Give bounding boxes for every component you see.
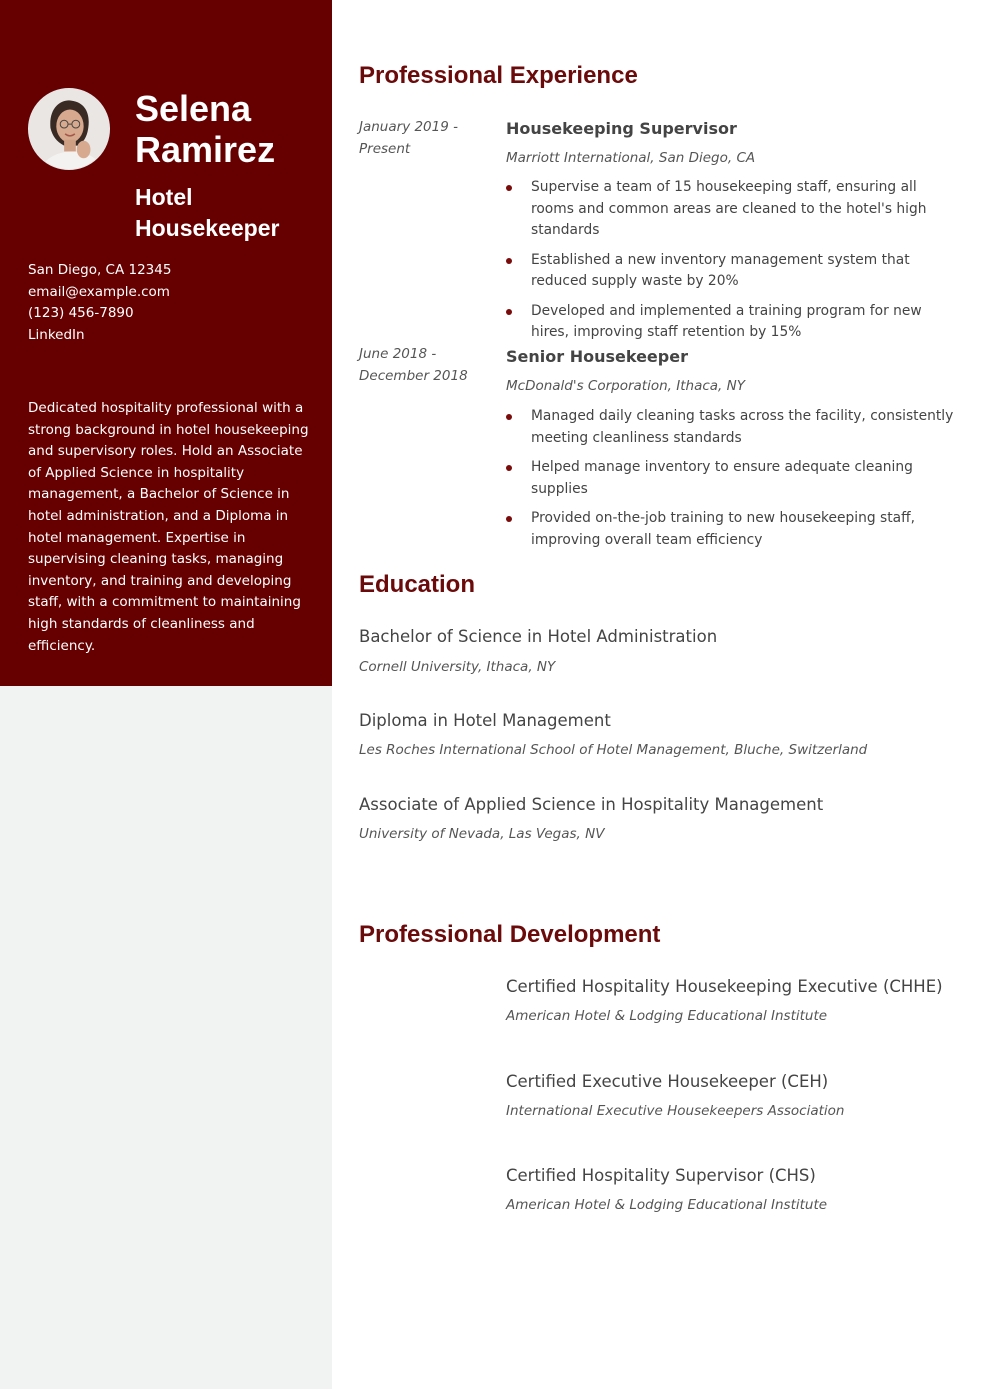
job-2-date [359,343,489,387]
job-2-date-start: June 2018 - [359,346,437,362]
job-2-title: Senior Housekeeper [506,347,688,366]
cert-1-org: American Hotel & Lodging Educational Institute [506,1008,828,1024]
contact-info [28,260,318,346]
experience-heading: Professional Experience [359,62,638,89]
bullet-icon [506,258,512,264]
education-3-school: University of Nevada, Las Vegas, NV [359,826,605,842]
education-2-degree: Diploma in Hotel Management [359,711,611,730]
job-2-date-end: December 2018 [359,368,468,384]
contact-email[interactable]: email@example.com [28,283,170,300]
job-2-company: McDonald's Corporation, Ithaca, NY [506,378,745,394]
job-1-date-end: Present [359,141,411,157]
cert-3-org: American Hotel & Lodging Educational Institute [506,1197,828,1213]
contact-phone: (123) 456-7890 [28,305,134,321]
education-heading: Education [359,571,476,598]
avatar [28,88,110,170]
job-2-bullets [506,406,956,559]
list-item: Managed daily cleaning tasks across the facility, consistently meeting cleanliness standards [506,406,956,449]
candidate-name [135,88,320,170]
job-1-company: Marriott International, San Diego, CA [506,150,756,166]
list-item: Supervise a team of 15 housekeeping staff, ensuring all rooms and common areas are cleaned to the hotel's high standards [506,177,956,242]
list-item: Developed and implemented a training program for new hires, improving staff retention by 15% [506,301,956,344]
list-item: Provided on-the-job training to new housekeeping staff, improving overall team efficiency [506,508,956,551]
cert-2-name: Certified Executive Housekeeper (CEH) [506,1072,829,1091]
bullet-icon [506,516,512,522]
bullet-icon [506,414,512,420]
list-item: Helped manage inventory to ensure adequate cleaning supplies [506,457,956,500]
profile-photo-icon [29,89,109,169]
job-1-bullets [506,177,956,352]
bullet-icon [506,185,512,191]
cert-1-name: Certified Hospitality Housekeeping Executive (CHHE) [506,977,943,996]
job-role [135,182,320,244]
education-1-degree: Bachelor of Science in Hotel Administration [359,627,718,646]
first-name: Selena [135,88,252,129]
job-1-title: Housekeeping Supervisor [506,119,737,138]
last-name: Ramirez [135,129,276,170]
job-1-date-start: January 2019 - [359,119,458,135]
job-1-date [359,116,489,160]
contact-address: San Diego, CA 12345 [28,262,172,278]
bullet-icon [506,309,512,315]
education-2-school: Les Roches International School of Hotel Management, Bluche, Switzerland [359,742,868,758]
cert-2-org: International Executive Housekeepers Association [506,1103,845,1119]
bullet-icon [506,465,512,471]
development-heading: Professional Development [359,921,661,948]
education-3-degree: Associate of Applied Science in Hospitality Management [359,795,824,814]
cert-3-name: Certified Hospitality Supervisor (CHS) [506,1166,816,1185]
education-1-school: Cornell University, Ithaca, NY [359,659,556,675]
contact-linkedin[interactable]: LinkedIn [28,326,85,343]
list-item: Established a new inventory management system that reduced supply waste by 20% [506,250,956,293]
role-line-1: Hotel [135,184,193,210]
role-line-2: Housekeeper [135,215,280,241]
profile-summary: Dedicated hospitality professional with a strong background in hotel housekeeping and supervisory roles. Hold an Associate of Applied Science in hospitality management, a Bachelor of Science in hotel administration, and a Diploma in hotel management. Expertise in supervising cleaning tasks, managing inventory, and training and developing staff, with a commitment to maintaining high standards of cleanliness and efficiency. [28,400,309,654]
